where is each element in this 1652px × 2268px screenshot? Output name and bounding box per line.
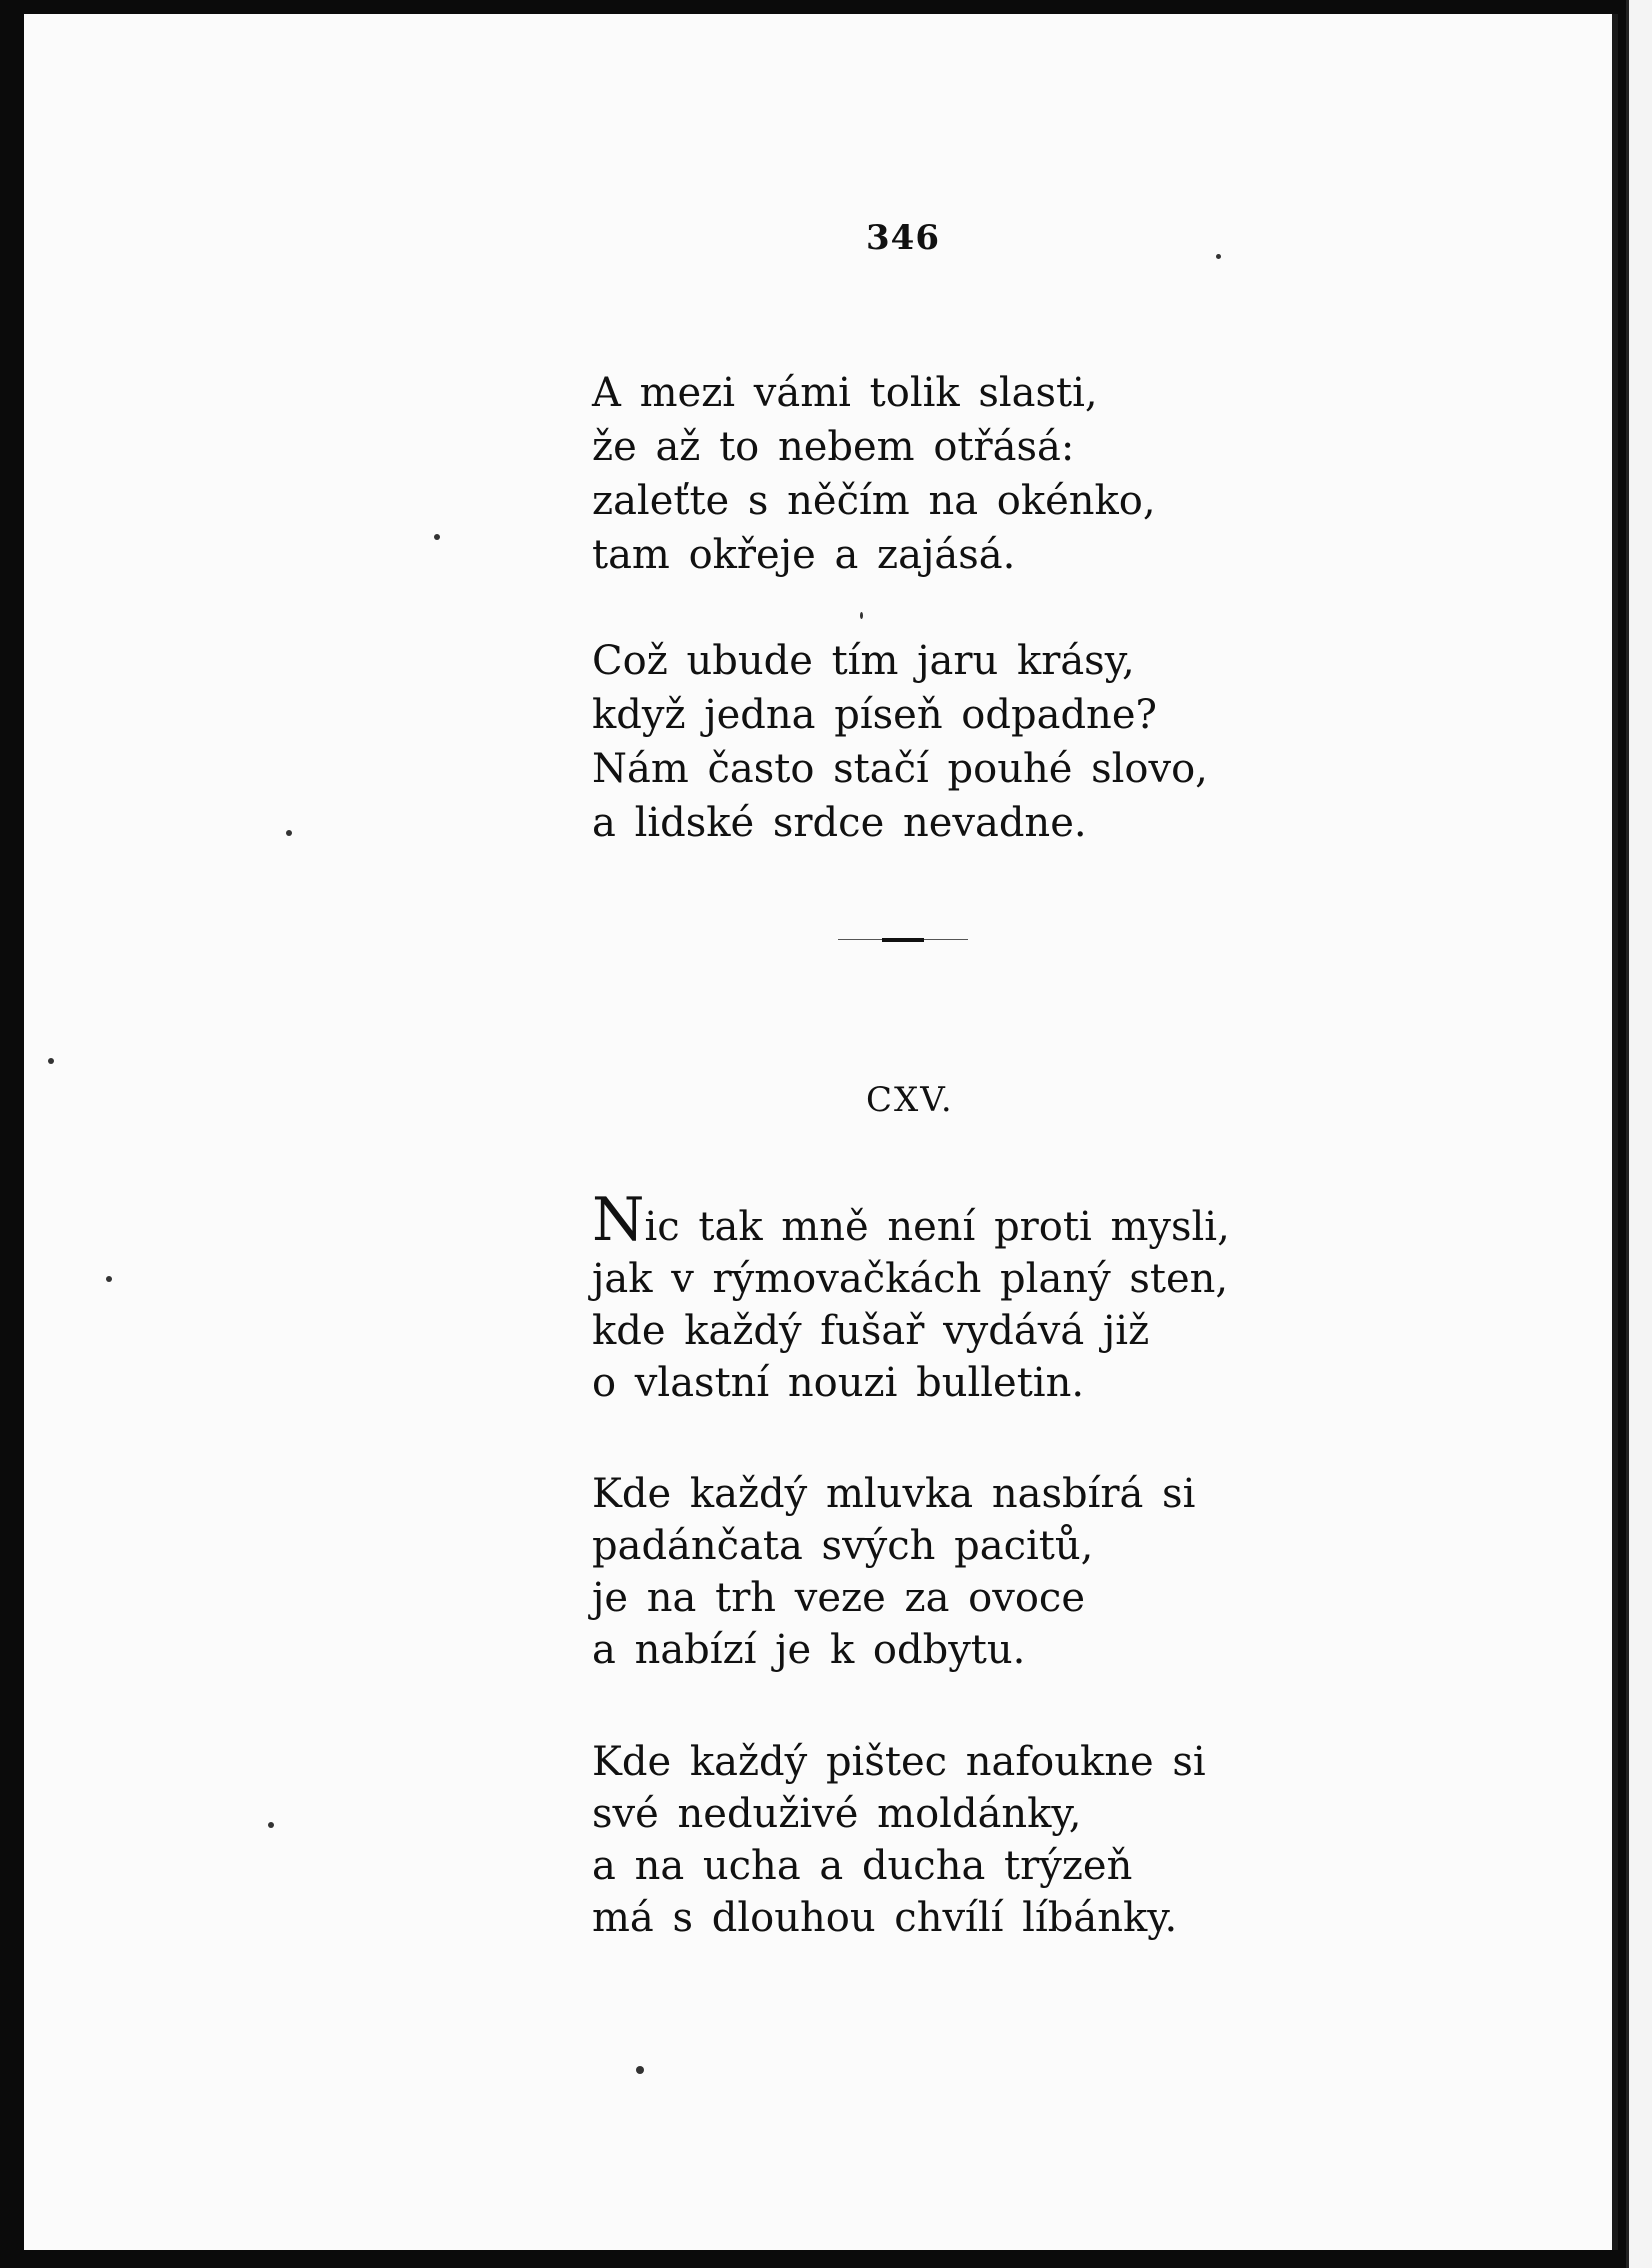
scan-speck: [48, 1058, 54, 1064]
stanza-2: [592, 634, 1208, 850]
verse-line-rest: ic tak mně není proti mysli,: [644, 1204, 1230, 1250]
verse-line: zaleťte s něčím na okénko,: [592, 478, 1156, 524]
scan-speck: [106, 1276, 112, 1282]
scan-speck: [434, 534, 440, 540]
divider-center-bar: [882, 938, 924, 942]
verse-line: o vlastní nouzi bulletin.: [592, 1360, 1085, 1406]
verse-line: kde každý fušař vydává již: [592, 1308, 1150, 1354]
verse-line: padánčata svých pacitů,: [592, 1523, 1094, 1569]
verse-line: jak v rýmovačkách planý sten,: [592, 1256, 1229, 1302]
verse-line-first: [592, 1185, 1230, 1255]
verse-line: když jedna píseň odpadne?: [592, 692, 1157, 738]
verse-line: své neduživé moldánky,: [592, 1791, 1082, 1837]
verse-line: a nabízí je k odbytu.: [592, 1627, 1026, 1673]
verse-line: Kde každý mluvka nasbírá si: [592, 1471, 1196, 1517]
verse-line: má s dlouhou chvílí líbánky.: [592, 1895, 1178, 1941]
adjacent-page-edge: [1626, 0, 1652, 2268]
verse-line: Kde každý pištec nafoukne si: [592, 1739, 1206, 1785]
section-heading: CXV.: [866, 1080, 954, 1120]
scan-speck: [636, 2066, 644, 2074]
page-number: 346: [866, 218, 940, 258]
poem-stanza-3: [592, 1736, 1206, 1944]
verse-line: A mezi vámi tolik slasti,: [592, 370, 1098, 416]
verse-line: Nám často stačí pouhé slovo,: [592, 746, 1208, 792]
verse-line: a na ucha a ducha trýzeň: [592, 1843, 1133, 1889]
scan-speck: [286, 830, 292, 836]
verse-line: tam okřeje a zajásá.: [592, 532, 1016, 578]
verse-line: je na trh veze za ovoce: [592, 1575, 1085, 1621]
poem-stanza-2: [592, 1468, 1195, 1676]
scan-speck: [1216, 254, 1221, 259]
verse-line: že až to nebem otřásá:: [592, 424, 1075, 470]
poem-stanza-1: [592, 1185, 1230, 1409]
verse-line: a lidské srdce nevadne.: [592, 800, 1087, 846]
verse-line: Což ubude tím jaru krásy,: [592, 638, 1135, 684]
scan-speck: [268, 1822, 274, 1828]
scan-speck: [860, 612, 863, 619]
drop-cap: N: [592, 1185, 645, 1255]
stanza-1: [592, 366, 1156, 582]
section-divider: [838, 938, 968, 942]
